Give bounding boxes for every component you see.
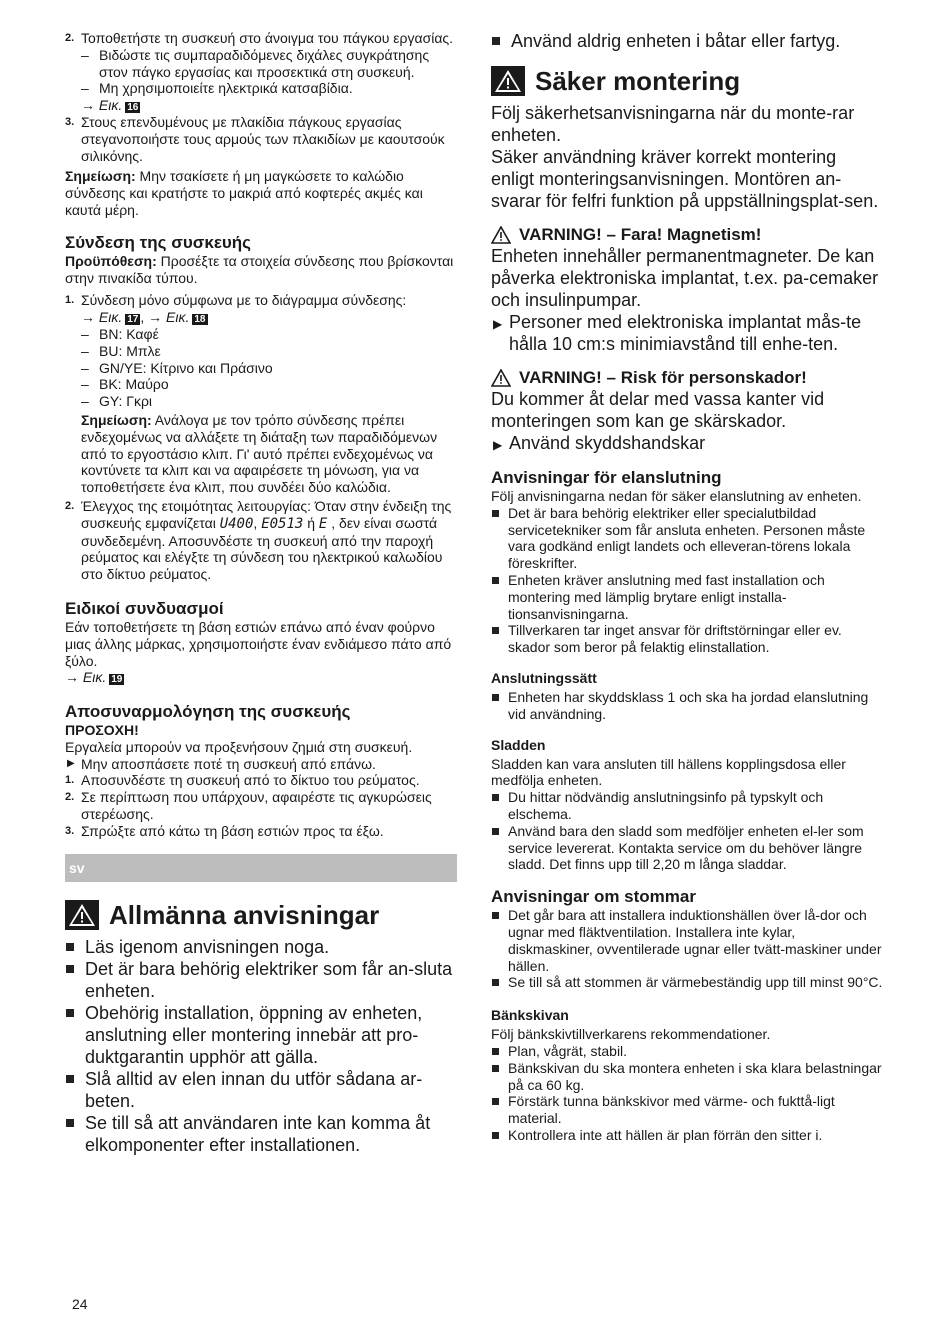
wire-item: – GY: Γκρι <box>81 393 153 410</box>
list-item: Enheten kräver anslutning med fast installation och montering med lämplig brytare enligt installa-tionsanvisningarna. <box>491 572 883 622</box>
section-heading: Ειδικοί συνδυασμοί <box>65 598 224 618</box>
paragraph: Följ bänkskivtillverkarens rekommendationer. <box>491 1026 771 1043</box>
display-code: U400 <box>219 515 254 532</box>
warning-action: ▶ Personer med elektroniska implantat mås-te hålla 10 cm:s minimiavstånd till enhe-ten. <box>493 312 862 354</box>
list-item: Det går bara att installera induktionshällen över lå-dor och ugnar med fläktventilation. Installera inte kylar, diskmaskiner, ovventilerade ugnar eller tvätt-maskiner under hällen. <box>491 907 883 974</box>
paragraph: Säker användning kräver korrekt montering enligt monteringsanvisningen. Montören an-svarar för felfri funktion på uppställningsplat-sen. <box>491 147 879 211</box>
page-number: 24 <box>72 1296 88 1312</box>
list-item: Kontrollera inte att hällen är plan förrän den sitter i. <box>491 1127 883 1144</box>
warning-triangle-icon <box>491 226 511 244</box>
figure-number-badge: 17 <box>127 314 139 326</box>
substep-text: Μη χρησιμοποιείτε ηλεκτρικά κατσαβίδια. <box>99 80 353 97</box>
caution-text: Εργαλεία μπορούν να προξενήσουν ζημιά στη συσκευή. <box>65 738 413 755</box>
wire-item: – GN/YE: Κίτρινο και Πράσινο <box>81 359 273 376</box>
triangle-bullet-icon: ▶ <box>67 757 75 769</box>
connect-step-1 <box>65 292 457 309</box>
wire-item: – BN: Καφέ <box>81 325 159 342</box>
install-substep: – Βιδώστε τις συμπαραδιδόμενες διχάλες συγκράτησης στον πάγκο εργασίας και προσεκτικά στη συσκευή. <box>65 47 457 81</box>
paragraph: Sladden kan vara ansluten till hällens kopplingsdosa eller medfölja enheten. <box>491 755 846 789</box>
install-step-3 <box>65 114 457 164</box>
step-text: Τοποθετήστε τη συσκευή στο άνοιγμα του πάγκου εργασίας. <box>81 30 454 46</box>
general-heading-text: Allmänna anvisningar <box>109 899 380 930</box>
figure-reference: → Εικ. 16 <box>81 97 139 114</box>
paragraph: Du kommer åt delar med vassa kanter vid monteringen som kan ge skärskador. <box>491 389 825 431</box>
remove-step: 3. Σπρώξτε από κάτω τη βάση εστιών προς τα έξω. <box>65 822 384 839</box>
paragraph: Följ säkerhetsanvisningarna när du monte-rar enheten. <box>491 103 855 145</box>
connect-step-2 <box>65 498 457 583</box>
list-item: Det är bara behörig elektriker eller specialutbildad servicetekniker som får ansluta enheten. Personen måste vara godkänd enligt landets och elleveran-törens lokala föreskrifter. <box>491 505 883 572</box>
triangle-bullet-icon: ▶ <box>493 317 503 331</box>
general-heading <box>65 900 457 930</box>
list-item: Obehörig installation, öppning av enheten, anslutning eller montering innebär att pro-duktgarantin upphör att gälla. <box>65 1002 457 1068</box>
language-tag: sv <box>69 859 85 876</box>
subsection-heading: Sladden <box>491 736 546 753</box>
list-item: Bänkskivan du ska montera enheten i ska klara belastningar på ca 60 kg. <box>491 1060 883 1094</box>
paragraph: Följ anvisningarna nedan för säker elanslutning av enheten. <box>491 488 862 504</box>
list-item: Läs igenom anvisningen noga. <box>65 936 457 958</box>
step-number: 2. <box>65 499 75 512</box>
warning-icon <box>65 900 99 930</box>
remove-step: 2. Σε περίπτωση που υπάρχουν, αφαιρέστε τις αγκυρώσεις στερέωσης. <box>65 789 432 823</box>
list-item: Se till så att användaren inte kan komma åt elkomponenter efter installationen. <box>65 1112 457 1156</box>
section-heading: Anvisningar för elanslutning <box>491 468 722 487</box>
note: Σημείωση: Ανάλογα με τον τρόπο σύνδεσης πρέπει ενδεχομένως να αλλάξετε τη διάταξη των παραδιδόμενων από το εργοστάσιο κλιπ. Γι' αυτό πρέπει ενδεχομένως να κοντύνετε τα κλιπ και να αφαιρέσετε τη μόνωση, για να τοποθετήσετε ένα κλιπ, που συνδέει δύο καλώδια. <box>81 411 438 496</box>
safe-mounting-heading <box>491 66 883 96</box>
left-column <box>65 30 457 1156</box>
figure-reference: → Εικ. 17 , → Εικ. 18 <box>81 309 206 326</box>
list-item: Tillverkaren tar inget ansvar för driftstörningar eller ev. skador som beror på felaktig elinstallation. <box>491 622 883 656</box>
language-bar <box>65 854 457 882</box>
section-heading: Αποσυναρμολόγηση της συσκευής <box>65 702 351 722</box>
remove-step: 1. Αποσυνδέστε τη συσκευή από το δίκτυο του ρεύματος. <box>65 772 420 789</box>
list-item: Du hittar nödvändig anslutningsinfo på typskylt och elschema. <box>491 789 883 823</box>
step-text: Έλεγχος της ετοιμότητας λειτουργίας: Όταν στην ένδειξη της συσκευής εμφανίζεται U400, E0513 ή E , δεν είναι σωστά συνδεδεμένη. Αποσυνδέστε τη συσκευή από την παροχή ρεύματος και ελέγξτε τη σύνδεση του ηλεκτρικού καλωδίου στο δίκτυο ρεύματος. <box>81 497 452 583</box>
note: Σημείωση: Μην τσακίσετε ή μη μαγκώσετε το καλώδιο σύνδεσης και κρατήστε το μακριά από κοφτερές ακμές και καυτά μέρη. <box>65 168 423 218</box>
list-item: Slå alltid av elen innan du utför sådana ar-beten. <box>65 1068 457 1112</box>
subsection-heading: Bänkskivan <box>491 1007 569 1024</box>
list-item: Använd bara den sladd som medföljer enheten el-ler som service levererat. Kontakta service om du behöver längre sladd. Det finns upp till 2,20 m långa sladdar. <box>491 823 883 873</box>
subsection-heading: Anslutningssätt <box>491 669 597 686</box>
warning-injury-heading: VARNING! – Risk för personskador! <box>491 367 883 388</box>
figure-reference: → Εικ. 19 <box>65 669 123 686</box>
paragraph: Enheten innehåller permanentmagneter. De kan påverka elektroniska implantat, t.ex. pa-cemaker och insulinpumpar. <box>491 246 879 310</box>
warning-icon <box>491 66 525 96</box>
step-text: Στους επενδυμένους με πλακίδια πάγκους εργασίας στεγανοποιήστε τους αρμούς των πλακιδίων με καουτσούκ σιλικόνης. <box>81 113 445 164</box>
display-code: E <box>318 515 328 532</box>
safe-mounting-heading-text: Säker montering <box>535 66 741 96</box>
section-heading: Σύνδεση της συσκευής <box>65 232 252 252</box>
step-number: 3. <box>65 115 75 128</box>
step-text: Σύνδεση μόνο σύμφωνα με το διάγραμμα σύνδεσης: <box>81 292 407 309</box>
section-heading: Anvisningar om stommar <box>491 887 696 907</box>
right-column <box>491 30 883 1144</box>
list-item: Använd aldrig enheten i båtar eller fartyg. <box>491 30 883 52</box>
triangle-bullet-icon: ▶ <box>493 438 503 452</box>
caution-label: ΠΡΟΣΟΧΗ! <box>65 722 139 739</box>
paragraph: Εάν τοποθετήσετε τη βάση εστιών επάνω από έναν φούρνο μιας άλλης μάρκας, χρησιμοποιήστε έναν ενδιάμεσο πάτο από ξύλο. <box>65 618 452 669</box>
caution-action: ▶ Μην αποσπάσετε ποτέ τη συσκευή από επάνω. <box>67 755 376 772</box>
prerequisite: Προϋπόθεση: Προσέξτε τα στοιχεία σύνδεσης που βρίσκονται στην πινακίδα τύπου. <box>65 252 454 286</box>
figure-number-badge: 18 <box>194 314 206 326</box>
list-item: Se till så att stommen är värmebeständig upp till minst 90°C. <box>491 974 883 991</box>
figure-number-badge: 19 <box>111 674 123 686</box>
general-list <box>65 936 457 1156</box>
wire-color-list <box>65 326 457 410</box>
substep-text: Βιδώστε τις συμπαραδιδόμενες διχάλες συγκράτησης στον πάγκο εργασίας και προσεκτικά στη συσκευή. <box>99 46 430 80</box>
figure-number-badge: 16 <box>127 102 139 114</box>
display-code: E0513 <box>261 515 304 532</box>
warning-magnetism-heading: VARNING! – Fara! Magnetism! <box>491 224 883 245</box>
install-step-2 <box>65 30 457 47</box>
list-item: Det är bara behörig elektriker som får an-sluta enheten. <box>65 958 457 1002</box>
warning-triangle-icon <box>491 369 511 387</box>
list-item: Enheten har skyddsklass 1 och ska ha jordad elanslutning vid användning. <box>491 689 883 723</box>
step-number: 2. <box>65 32 75 44</box>
wire-item: – BU: Μπλε <box>81 342 161 359</box>
install-substep: – Μη χρησιμοποιείτε ηλεκτρικά κατσαβίδια. <box>65 80 457 97</box>
warning-action: ▶ Använd skyddshandskar <box>491 432 883 454</box>
wire-item: – BK: Μαύρο <box>81 376 169 393</box>
list-item: Förstärk tunna bänkskivor med värme- och fukttå-ligt material. <box>491 1093 883 1127</box>
step-number: 1. <box>65 294 75 307</box>
list-item: Plan, vågrät, stabil. <box>491 1043 883 1060</box>
